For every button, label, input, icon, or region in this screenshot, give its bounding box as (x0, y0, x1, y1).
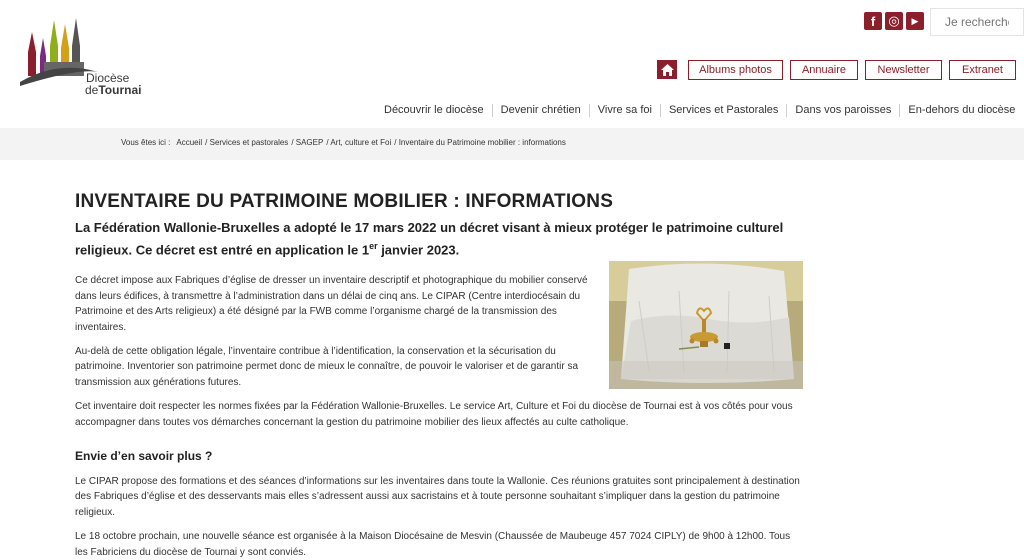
paragraph-cipar: Le CIPAR propose des formations et des séances d’informations sur les inventaires dans toute la Wallonie. Ces réunions gratuites sont principalement à destination des Fabriques d’église et des desservants mais elles s’adressent aussi aux sacristains et à toute personne souhaitant s’impliquer dans la gestion du patrimoine religieux. (75, 475, 800, 518)
lead-text-2: janvier 2023. (377, 242, 460, 258)
paragraph-normes: Cet inventaire doit respecter les normes fixées par la Fédération Wallonie-Bruxelles. Le service Art, Culture et Foi du diocèse de Tournai est à vos côtés pour vous accompagner dans toutes vos démarches concernant la gestion du patrimoine mobilier des lieux affectés au culte catholique. (75, 401, 793, 428)
nav-item-devenir-chretien[interactable]: Devenir chrétien (492, 104, 589, 117)
paragraph-seance: Le 18 octobre prochain, une nouvelle séance est organisée à la Maison Diocésaine de Mesvin (Chaussée de Maubeuge 457 7024 CIPLY) de 9h00 à 12h00. Tous les Fabriciens du diocèse de Tournai y sont conviés. (75, 531, 791, 558)
site-header (0, 0, 1024, 128)
logo-line1: Diocèse (86, 71, 130, 85)
youtube-icon[interactable]: ▶ (906, 12, 924, 30)
newsletter-button[interactable]: Newsletter (865, 60, 942, 80)
instagram-icon[interactable]: ◎ (885, 12, 903, 30)
home-icon (661, 64, 674, 76)
search-input[interactable] (945, 15, 1009, 29)
nav-item-paroisses[interactable]: Dans vos paroisses (786, 104, 899, 117)
logo-line2-name: Tournai (98, 83, 142, 97)
logo-wordmark (86, 72, 141, 96)
main-content (75, 190, 805, 560)
lead-text-1: La Fédération Wallonie-Bruxelles a adopté le 17 mars 2022 un décret visant à mieux protéger le patrimoine culturel religieux. Ce décret est entré en application le 1 (75, 220, 784, 258)
breadcrumb-item-current: / Inventaire du Patrimoine mobilier : informations (394, 138, 566, 147)
albums-photos-button[interactable]: Albums photos (688, 60, 783, 80)
paragraph-decret: Ce décret impose aux Fabriques d’église de dresser un inventaire descriptif et photographique du mobilier conservé dans leurs édifices, à transmettre à l’administration dans un délai de cinq ans. Le CIPAR (Centre interdiocésain du Patrimoine et des Arts religieux) a été désigné par la FWB comme l’organisme chargé de la transmission des inventaires. (75, 275, 588, 333)
logo-line2-prefix: de (85, 83, 99, 97)
lead-superscript: er (369, 241, 378, 251)
breadcrumb (121, 138, 566, 147)
reliquary-photo (609, 261, 803, 389)
nav-item-decouvrir[interactable]: Découvrir le diocèse (384, 104, 484, 116)
breadcrumb-item-art-culture[interactable]: / Art, culture et Foi (326, 138, 392, 147)
home-button[interactable] (657, 60, 677, 79)
extranet-button[interactable]: Extranet (949, 60, 1016, 80)
nav-item-vivre-sa-foi[interactable]: Vivre sa foi (589, 104, 660, 117)
nav-item-en-dehors[interactable]: En-dehors du diocèse (899, 104, 1023, 117)
section-subtitle: Envie d’en savoir plus ? (75, 448, 213, 463)
page-title: INVENTAIRE DU PATRIMOINE MOBILIER : INFORMATIONS (75, 191, 614, 212)
facebook-icon[interactable]: f (864, 12, 882, 30)
social-links (864, 12, 924, 30)
breadcrumb-item-accueil[interactable]: Accueil (176, 138, 203, 147)
breadcrumb-item-services[interactable]: / Services et pastorales (205, 138, 289, 147)
breadcrumb-prefix: Vous êtes ici : (121, 138, 171, 147)
annuaire-button[interactable]: Annuaire (790, 60, 858, 80)
search-box (930, 8, 1024, 36)
breadcrumb-bar (0, 128, 1024, 160)
lead-paragraph (75, 219, 803, 259)
main-navigation (376, 104, 1023, 117)
nav-item-services-pastorales[interactable]: Services et Pastorales (660, 104, 786, 117)
paragraph-obligation: Au-delà de cette obligation légale, l’inventaire contribue à l’identification, la conservation et la sécurisation du patrimoine. Inventorier son patrimoine permet donc de mieux le connaître, de pouvoir le valoriser et de garantir sa transmission aux générations futures. (75, 345, 579, 388)
breadcrumb-item-sagep[interactable]: / SAGEP (291, 138, 324, 147)
